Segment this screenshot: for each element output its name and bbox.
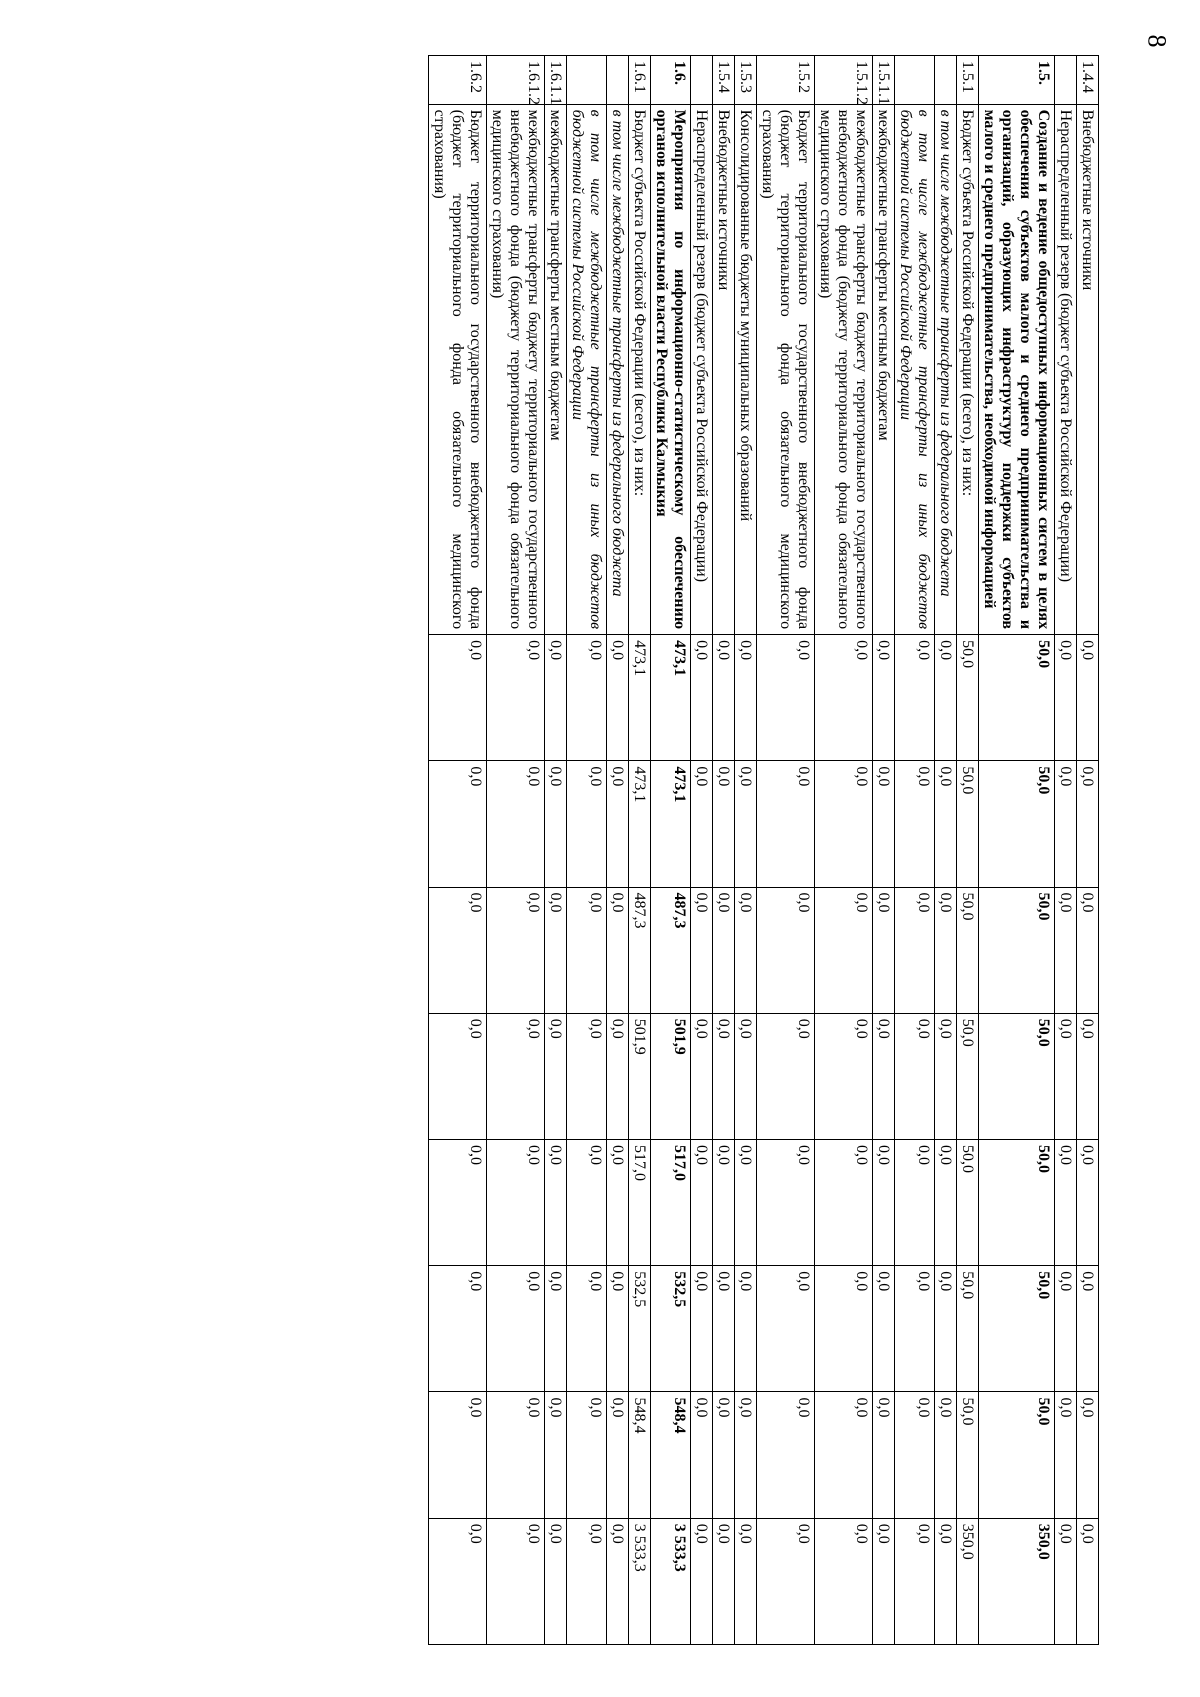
row-year-value: 548,4 bbox=[629, 1392, 651, 1518]
row-year-value: 50,0 bbox=[957, 635, 979, 761]
row-year-value: 0,0 bbox=[935, 635, 957, 761]
row-code: 1.5. bbox=[979, 56, 1055, 105]
row-code: 1.4.4 bbox=[1077, 56, 1099, 105]
row-name: межбюджетные трансферты бюджету территориального государственного внебюджетного фонда (бюджету территориального фонда обязательного медицинского страхования) bbox=[815, 104, 873, 634]
row-name: Консолидированные бюджеты муниципальных образований bbox=[735, 104, 757, 634]
row-year-value: 0,0 bbox=[487, 1266, 545, 1392]
row-year-value: 50,0 bbox=[979, 887, 1055, 1013]
row-year-value: 0,0 bbox=[567, 1140, 607, 1266]
row-total-value: 350,0 bbox=[979, 1518, 1055, 1644]
row-code: 1.6. bbox=[651, 56, 691, 105]
row-year-value: 0,0 bbox=[429, 635, 487, 761]
row-year-value: 0,0 bbox=[935, 1392, 957, 1518]
row-year-value: 0,0 bbox=[691, 1266, 713, 1392]
row-year-value: 50,0 bbox=[979, 1392, 1055, 1518]
row-year-value: 0,0 bbox=[895, 761, 935, 887]
row-total-value: 0,0 bbox=[873, 1518, 895, 1644]
row-year-value: 0,0 bbox=[735, 887, 757, 1013]
row-code: 1.5.1.2 bbox=[815, 56, 873, 105]
row-year-value: 0,0 bbox=[815, 1266, 873, 1392]
table-row bbox=[429, 56, 487, 1645]
row-year-value: 0,0 bbox=[713, 635, 735, 761]
row-year-value: 0,0 bbox=[713, 1013, 735, 1139]
row-year-value: 473,1 bbox=[629, 635, 651, 761]
row-total-value: 3 533,3 bbox=[651, 1518, 691, 1644]
row-year-value: 50,0 bbox=[957, 1140, 979, 1266]
row-year-value: 0,0 bbox=[1055, 1392, 1077, 1518]
row-year-value: 0,0 bbox=[1055, 1013, 1077, 1139]
table-row bbox=[815, 56, 873, 1645]
row-year-value: 0,0 bbox=[545, 887, 567, 1013]
table-row bbox=[935, 56, 957, 1645]
table-row bbox=[607, 56, 629, 1645]
row-year-value: 0,0 bbox=[607, 761, 629, 887]
row-year-value: 0,0 bbox=[935, 1140, 957, 1266]
row-year-value: 0,0 bbox=[487, 887, 545, 1013]
row-year-value: 0,0 bbox=[935, 1013, 957, 1139]
row-total-value: 0,0 bbox=[691, 1518, 713, 1644]
row-year-value: 0,0 bbox=[567, 1266, 607, 1392]
table-row bbox=[957, 56, 979, 1645]
row-year-value: 0,0 bbox=[607, 1140, 629, 1266]
row-year-value: 0,0 bbox=[691, 1140, 713, 1266]
row-year-value: 50,0 bbox=[957, 1013, 979, 1139]
table-row bbox=[1055, 56, 1077, 1645]
row-year-value: 0,0 bbox=[935, 761, 957, 887]
row-year-value: 0,0 bbox=[1077, 1013, 1099, 1139]
row-year-value: 548,4 bbox=[651, 1392, 691, 1518]
row-year-value: 532,5 bbox=[629, 1266, 651, 1392]
row-year-value: 50,0 bbox=[957, 1266, 979, 1392]
row-name: Бюджет субъекта Российской Федерации (всего), из них: bbox=[629, 104, 651, 634]
row-year-value: 50,0 bbox=[979, 1140, 1055, 1266]
row-code bbox=[567, 56, 607, 105]
row-year-value: 0,0 bbox=[757, 1266, 815, 1392]
page-number: 8 bbox=[1142, 34, 1172, 48]
row-code bbox=[935, 56, 957, 105]
row-total-value: 0,0 bbox=[935, 1518, 957, 1644]
row-year-value: 0,0 bbox=[873, 1013, 895, 1139]
row-year-value: 0,0 bbox=[815, 1140, 873, 1266]
row-year-value: 0,0 bbox=[1077, 761, 1099, 887]
row-year-value: 0,0 bbox=[691, 1013, 713, 1139]
row-year-value: 532,5 bbox=[651, 1266, 691, 1392]
row-name: Мероприятия по информационно-статистическому обеспечению органов исполнительной власти Республики Калмыкия bbox=[651, 104, 691, 634]
row-name: Внебюджетные источники bbox=[1077, 104, 1099, 634]
row-year-value: 0,0 bbox=[1055, 887, 1077, 1013]
table-body bbox=[429, 56, 1099, 1645]
row-year-value: 50,0 bbox=[979, 1013, 1055, 1139]
row-year-value: 0,0 bbox=[815, 887, 873, 1013]
row-year-value: 0,0 bbox=[895, 635, 935, 761]
row-code bbox=[607, 56, 629, 105]
row-year-value: 0,0 bbox=[873, 1140, 895, 1266]
row-year-value: 0,0 bbox=[691, 635, 713, 761]
row-year-value: 0,0 bbox=[735, 1266, 757, 1392]
row-code bbox=[691, 56, 713, 105]
row-name: Бюджет субъекта Российской Федерации (всего), из них: bbox=[957, 104, 979, 634]
table-row bbox=[979, 56, 1055, 1645]
row-year-value: 0,0 bbox=[607, 1266, 629, 1392]
row-code: 1.5.4 bbox=[713, 56, 735, 105]
row-year-value: 0,0 bbox=[757, 1392, 815, 1518]
table-row bbox=[651, 56, 691, 1645]
row-year-value: 517,0 bbox=[629, 1140, 651, 1266]
row-year-value: 0,0 bbox=[713, 1140, 735, 1266]
row-year-value: 0,0 bbox=[895, 1392, 935, 1518]
table-row bbox=[757, 56, 815, 1645]
row-year-value: 0,0 bbox=[1055, 635, 1077, 761]
row-total-value: 350,0 bbox=[957, 1518, 979, 1644]
row-total-value: 0,0 bbox=[607, 1518, 629, 1644]
row-code: 1.6.1.1 bbox=[545, 56, 567, 105]
row-year-value: 0,0 bbox=[895, 1140, 935, 1266]
row-code: 1.5.3 bbox=[735, 56, 757, 105]
row-year-value: 0,0 bbox=[567, 635, 607, 761]
row-year-value: 50,0 bbox=[957, 761, 979, 887]
row-year-value: 0,0 bbox=[607, 1392, 629, 1518]
row-code: 1.6.1 bbox=[629, 56, 651, 105]
row-name: Нераспределенный резерв (бюджет субъекта Российской Федерации) bbox=[691, 104, 713, 634]
row-year-value: 0,0 bbox=[691, 761, 713, 887]
row-code bbox=[1055, 56, 1077, 105]
rotated-table-wrapper bbox=[116, 55, 1099, 1645]
row-year-value: 0,0 bbox=[935, 1266, 957, 1392]
row-year-value: 0,0 bbox=[873, 1266, 895, 1392]
row-code: 1.5.1 bbox=[957, 56, 979, 105]
row-year-value: 0,0 bbox=[757, 635, 815, 761]
row-year-value: 501,9 bbox=[651, 1013, 691, 1139]
row-year-value: 0,0 bbox=[1077, 635, 1099, 761]
row-year-value: 0,0 bbox=[713, 1266, 735, 1392]
row-year-value: 0,0 bbox=[487, 635, 545, 761]
row-year-value: 0,0 bbox=[735, 1392, 757, 1518]
row-year-value: 0,0 bbox=[429, 887, 487, 1013]
row-year-value: 0,0 bbox=[1077, 887, 1099, 1013]
row-year-value: 0,0 bbox=[567, 887, 607, 1013]
row-total-value: 0,0 bbox=[487, 1518, 545, 1644]
row-year-value: 0,0 bbox=[429, 761, 487, 887]
row-year-value: 0,0 bbox=[873, 635, 895, 761]
row-name: Бюджет территориального государственного внебюджетного фонда (бюджет территориального фонда обязательного медицинского страхования) bbox=[757, 104, 815, 634]
budget-table bbox=[428, 55, 1099, 1645]
row-name: Бюджет территориального государственного внебюджетного фонда (бюджет территориального фонда обязательного медицинского страхования) bbox=[429, 104, 487, 634]
table-row bbox=[487, 56, 545, 1645]
row-year-value: 0,0 bbox=[607, 887, 629, 1013]
row-year-value: 517,0 bbox=[651, 1140, 691, 1266]
row-year-value: 0,0 bbox=[429, 1392, 487, 1518]
row-name: в том числе межбюджетные трансферты из иных бюджетов бюджетной системы Российской Федерации bbox=[567, 104, 607, 634]
row-year-value: 0,0 bbox=[873, 887, 895, 1013]
row-total-value: 0,0 bbox=[567, 1518, 607, 1644]
row-year-value: 0,0 bbox=[487, 1140, 545, 1266]
row-year-value: 473,1 bbox=[651, 761, 691, 887]
table-row bbox=[691, 56, 713, 1645]
row-year-value: 50,0 bbox=[957, 1392, 979, 1518]
row-name: межбюджетные трансферты местным бюджетам bbox=[545, 104, 567, 634]
row-year-value: 0,0 bbox=[895, 1013, 935, 1139]
row-total-value: 0,0 bbox=[713, 1518, 735, 1644]
row-year-value: 0,0 bbox=[895, 1266, 935, 1392]
row-year-value: 0,0 bbox=[757, 1140, 815, 1266]
row-year-value: 50,0 bbox=[979, 635, 1055, 761]
row-year-value: 0,0 bbox=[895, 887, 935, 1013]
row-year-value: 0,0 bbox=[815, 1392, 873, 1518]
row-name: в том числе межбюджетные трансферты из федерального бюджета bbox=[607, 104, 629, 634]
row-year-value: 0,0 bbox=[545, 761, 567, 887]
row-year-value: 0,0 bbox=[713, 1392, 735, 1518]
table-row bbox=[567, 56, 607, 1645]
row-year-value: 0,0 bbox=[545, 1140, 567, 1266]
row-year-value: 50,0 bbox=[979, 1266, 1055, 1392]
row-name: в том числе межбюджетные трансферты из иных бюджетов бюджетной системы Российской Федерации bbox=[895, 104, 935, 634]
row-year-value: 0,0 bbox=[873, 1392, 895, 1518]
row-year-value: 0,0 bbox=[607, 1013, 629, 1139]
row-year-value: 0,0 bbox=[429, 1140, 487, 1266]
row-year-value: 0,0 bbox=[757, 761, 815, 887]
row-year-value: 0,0 bbox=[1077, 1266, 1099, 1392]
row-year-value: 0,0 bbox=[815, 1013, 873, 1139]
row-year-value: 0,0 bbox=[735, 761, 757, 887]
table-row bbox=[873, 56, 895, 1645]
row-year-value: 0,0 bbox=[487, 1013, 545, 1139]
row-name: Нераспределенный резерв (бюджет субъекта Российской Федерации) bbox=[1055, 104, 1077, 634]
row-year-value: 473,1 bbox=[629, 761, 651, 887]
row-year-value: 0,0 bbox=[935, 887, 957, 1013]
row-total-value: 0,0 bbox=[545, 1518, 567, 1644]
row-code: 1.6.2 bbox=[429, 56, 487, 105]
row-year-value: 0,0 bbox=[567, 1013, 607, 1139]
row-year-value: 0,0 bbox=[545, 1266, 567, 1392]
row-year-value: 487,3 bbox=[651, 887, 691, 1013]
row-year-value: 0,0 bbox=[1077, 1392, 1099, 1518]
row-year-value: 0,0 bbox=[815, 635, 873, 761]
table-row bbox=[545, 56, 567, 1645]
row-year-value: 0,0 bbox=[487, 761, 545, 887]
row-total-value: 3 533,3 bbox=[629, 1518, 651, 1644]
row-year-value: 0,0 bbox=[735, 1140, 757, 1266]
row-year-value: 0,0 bbox=[691, 1392, 713, 1518]
row-year-value: 0,0 bbox=[757, 887, 815, 1013]
row-code: 1.5.2 bbox=[757, 56, 815, 105]
row-name: межбюджетные трансферты бюджету территориального государственного внебюджетного фонда (бюджету территориального фонда обязательного медицинского страхования) bbox=[487, 104, 545, 634]
row-year-value: 0,0 bbox=[1055, 1266, 1077, 1392]
row-year-value: 0,0 bbox=[1055, 1140, 1077, 1266]
table-row bbox=[895, 56, 935, 1645]
row-year-value: 0,0 bbox=[815, 761, 873, 887]
row-total-value: 0,0 bbox=[815, 1518, 873, 1644]
table-row bbox=[629, 56, 651, 1645]
row-year-value: 0,0 bbox=[691, 887, 713, 1013]
row-year-value: 0,0 bbox=[873, 761, 895, 887]
row-year-value: 0,0 bbox=[1055, 761, 1077, 887]
table-row bbox=[713, 56, 735, 1645]
row-year-value: 0,0 bbox=[545, 1013, 567, 1139]
row-year-value: 0,0 bbox=[545, 635, 567, 761]
row-name: в том числе межбюджетные трансферты из федерального бюджета bbox=[935, 104, 957, 634]
row-code: 1.6.1.2 bbox=[487, 56, 545, 105]
row-total-value: 0,0 bbox=[757, 1518, 815, 1644]
budget-table-area bbox=[116, 55, 1200, 1572]
row-total-value: 0,0 bbox=[1055, 1518, 1077, 1644]
row-total-value: 0,0 bbox=[1077, 1518, 1099, 1644]
row-year-value: 0,0 bbox=[567, 1392, 607, 1518]
row-name: межбюджетные трансферты местным бюджетам bbox=[873, 104, 895, 634]
row-year-value: 50,0 bbox=[957, 887, 979, 1013]
table-row bbox=[735, 56, 757, 1645]
row-year-value: 0,0 bbox=[735, 1013, 757, 1139]
row-year-value: 0,0 bbox=[757, 1013, 815, 1139]
row-year-value: 0,0 bbox=[545, 1392, 567, 1518]
row-year-value: 0,0 bbox=[429, 1266, 487, 1392]
row-year-value: 0,0 bbox=[713, 761, 735, 887]
row-year-value: 0,0 bbox=[607, 635, 629, 761]
row-year-value: 501,9 bbox=[629, 1013, 651, 1139]
row-year-value: 0,0 bbox=[713, 887, 735, 1013]
row-year-value: 0,0 bbox=[1077, 1140, 1099, 1266]
row-code: 1.5.1.1 bbox=[873, 56, 895, 105]
row-year-value: 0,0 bbox=[429, 1013, 487, 1139]
row-year-value: 50,0 bbox=[979, 761, 1055, 887]
row-year-value: 0,0 bbox=[487, 1392, 545, 1518]
row-total-value: 0,0 bbox=[429, 1518, 487, 1644]
row-year-value: 0,0 bbox=[567, 761, 607, 887]
table-row bbox=[1077, 56, 1099, 1645]
row-year-value: 473,1 bbox=[651, 635, 691, 761]
row-year-value: 487,3 bbox=[629, 887, 651, 1013]
row-total-value: 0,0 bbox=[895, 1518, 935, 1644]
row-name: Создание и ведение общедоступных информационных систем в целях обеспечения субъектов малого и среднего предпринимательства и организаций, образующих инфраструктуру поддержки субъектов малого и среднего предпринимательства, необходимой информацией bbox=[979, 104, 1055, 634]
row-total-value: 0,0 bbox=[735, 1518, 757, 1644]
row-year-value: 0,0 bbox=[735, 635, 757, 761]
row-code bbox=[895, 56, 935, 105]
row-name: Внебюджетные источники bbox=[713, 104, 735, 634]
